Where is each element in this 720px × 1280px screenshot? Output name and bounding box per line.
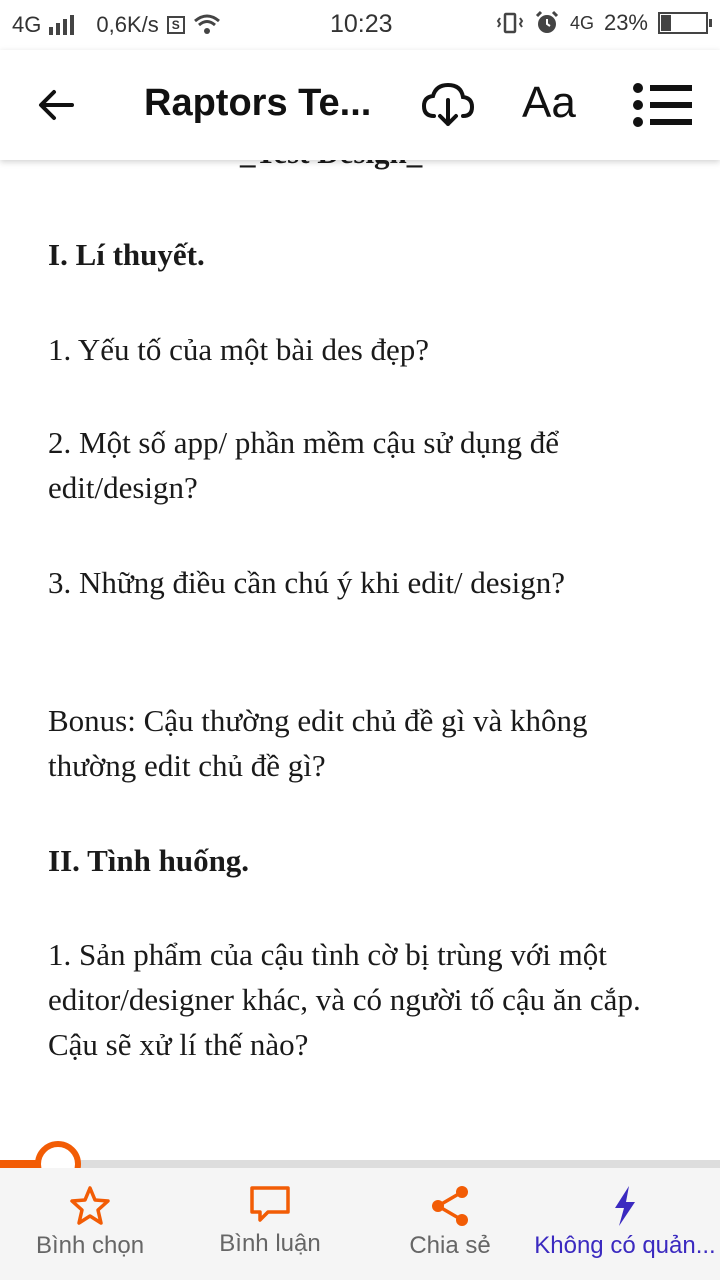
share-button[interactable] xyxy=(360,1168,540,1280)
cloud-download-icon[interactable] xyxy=(420,80,476,130)
section-heading: I. Lí thuyết. xyxy=(48,237,205,272)
reader-toolbar xyxy=(0,50,720,160)
lightning-icon xyxy=(603,1184,647,1228)
reading-progress-track[interactable] xyxy=(0,1160,720,1168)
section-heading: II. Tình huống. xyxy=(48,843,250,878)
comment-icon xyxy=(248,1182,292,1226)
status-bar xyxy=(0,0,720,50)
table-of-contents-icon[interactable] xyxy=(632,80,694,130)
battery-percent: 23% xyxy=(603,10,648,35)
alarm-icon xyxy=(534,10,560,36)
paragraph: Bonus: Cậu thường edit chủ đề gì và không thường edit chủ đề gì? xyxy=(48,703,588,783)
wifi-icon xyxy=(193,14,221,36)
back-arrow-icon[interactable] xyxy=(32,80,82,130)
clock: 10:23 xyxy=(330,10,393,38)
font-settings-button[interactable]: Aa xyxy=(522,78,576,127)
vibrate-icon xyxy=(496,11,524,35)
s-notification-icon: S xyxy=(167,16,185,34)
share-icon xyxy=(428,1184,472,1228)
paragraph: 1. Sản phẩm của cậu tình cờ bị trùng với một editor/designer khác, và có người tố cậu ăn cắp. Cậu sẽ xử lí thế nào? xyxy=(48,937,641,1062)
network-type: 4G xyxy=(12,12,42,37)
network-type-right: 4G xyxy=(569,12,594,33)
story-title: Raptors Te... xyxy=(144,82,372,124)
comment-label: Bình luận xyxy=(219,1230,321,1257)
bottom-action-bar xyxy=(0,1168,720,1280)
status-right xyxy=(496,10,708,36)
no-ads-button[interactable] xyxy=(530,1168,720,1280)
share-label: Chia sẻ xyxy=(409,1232,491,1259)
comment-button[interactable] xyxy=(180,1168,360,1280)
star-icon xyxy=(68,1184,112,1228)
network-speed: 0,6K/s xyxy=(96,12,159,37)
paragraph: 1. Yếu tố của một bài des đẹp? xyxy=(48,332,430,367)
paragraph: 3. Những điều cần chú ý khi edit/ design? xyxy=(48,565,565,600)
vote-button[interactable] xyxy=(0,1168,180,1280)
status-left xyxy=(12,12,221,38)
paragraph: 2. Một số app/ phần mềm cậu sử dụng để edit/design? xyxy=(48,425,560,505)
signal-icon xyxy=(49,15,74,35)
no-ads-label: Không có quản... xyxy=(534,1232,716,1259)
vote-label: Bình chọn xyxy=(35,1232,145,1259)
battery-icon xyxy=(658,12,708,34)
